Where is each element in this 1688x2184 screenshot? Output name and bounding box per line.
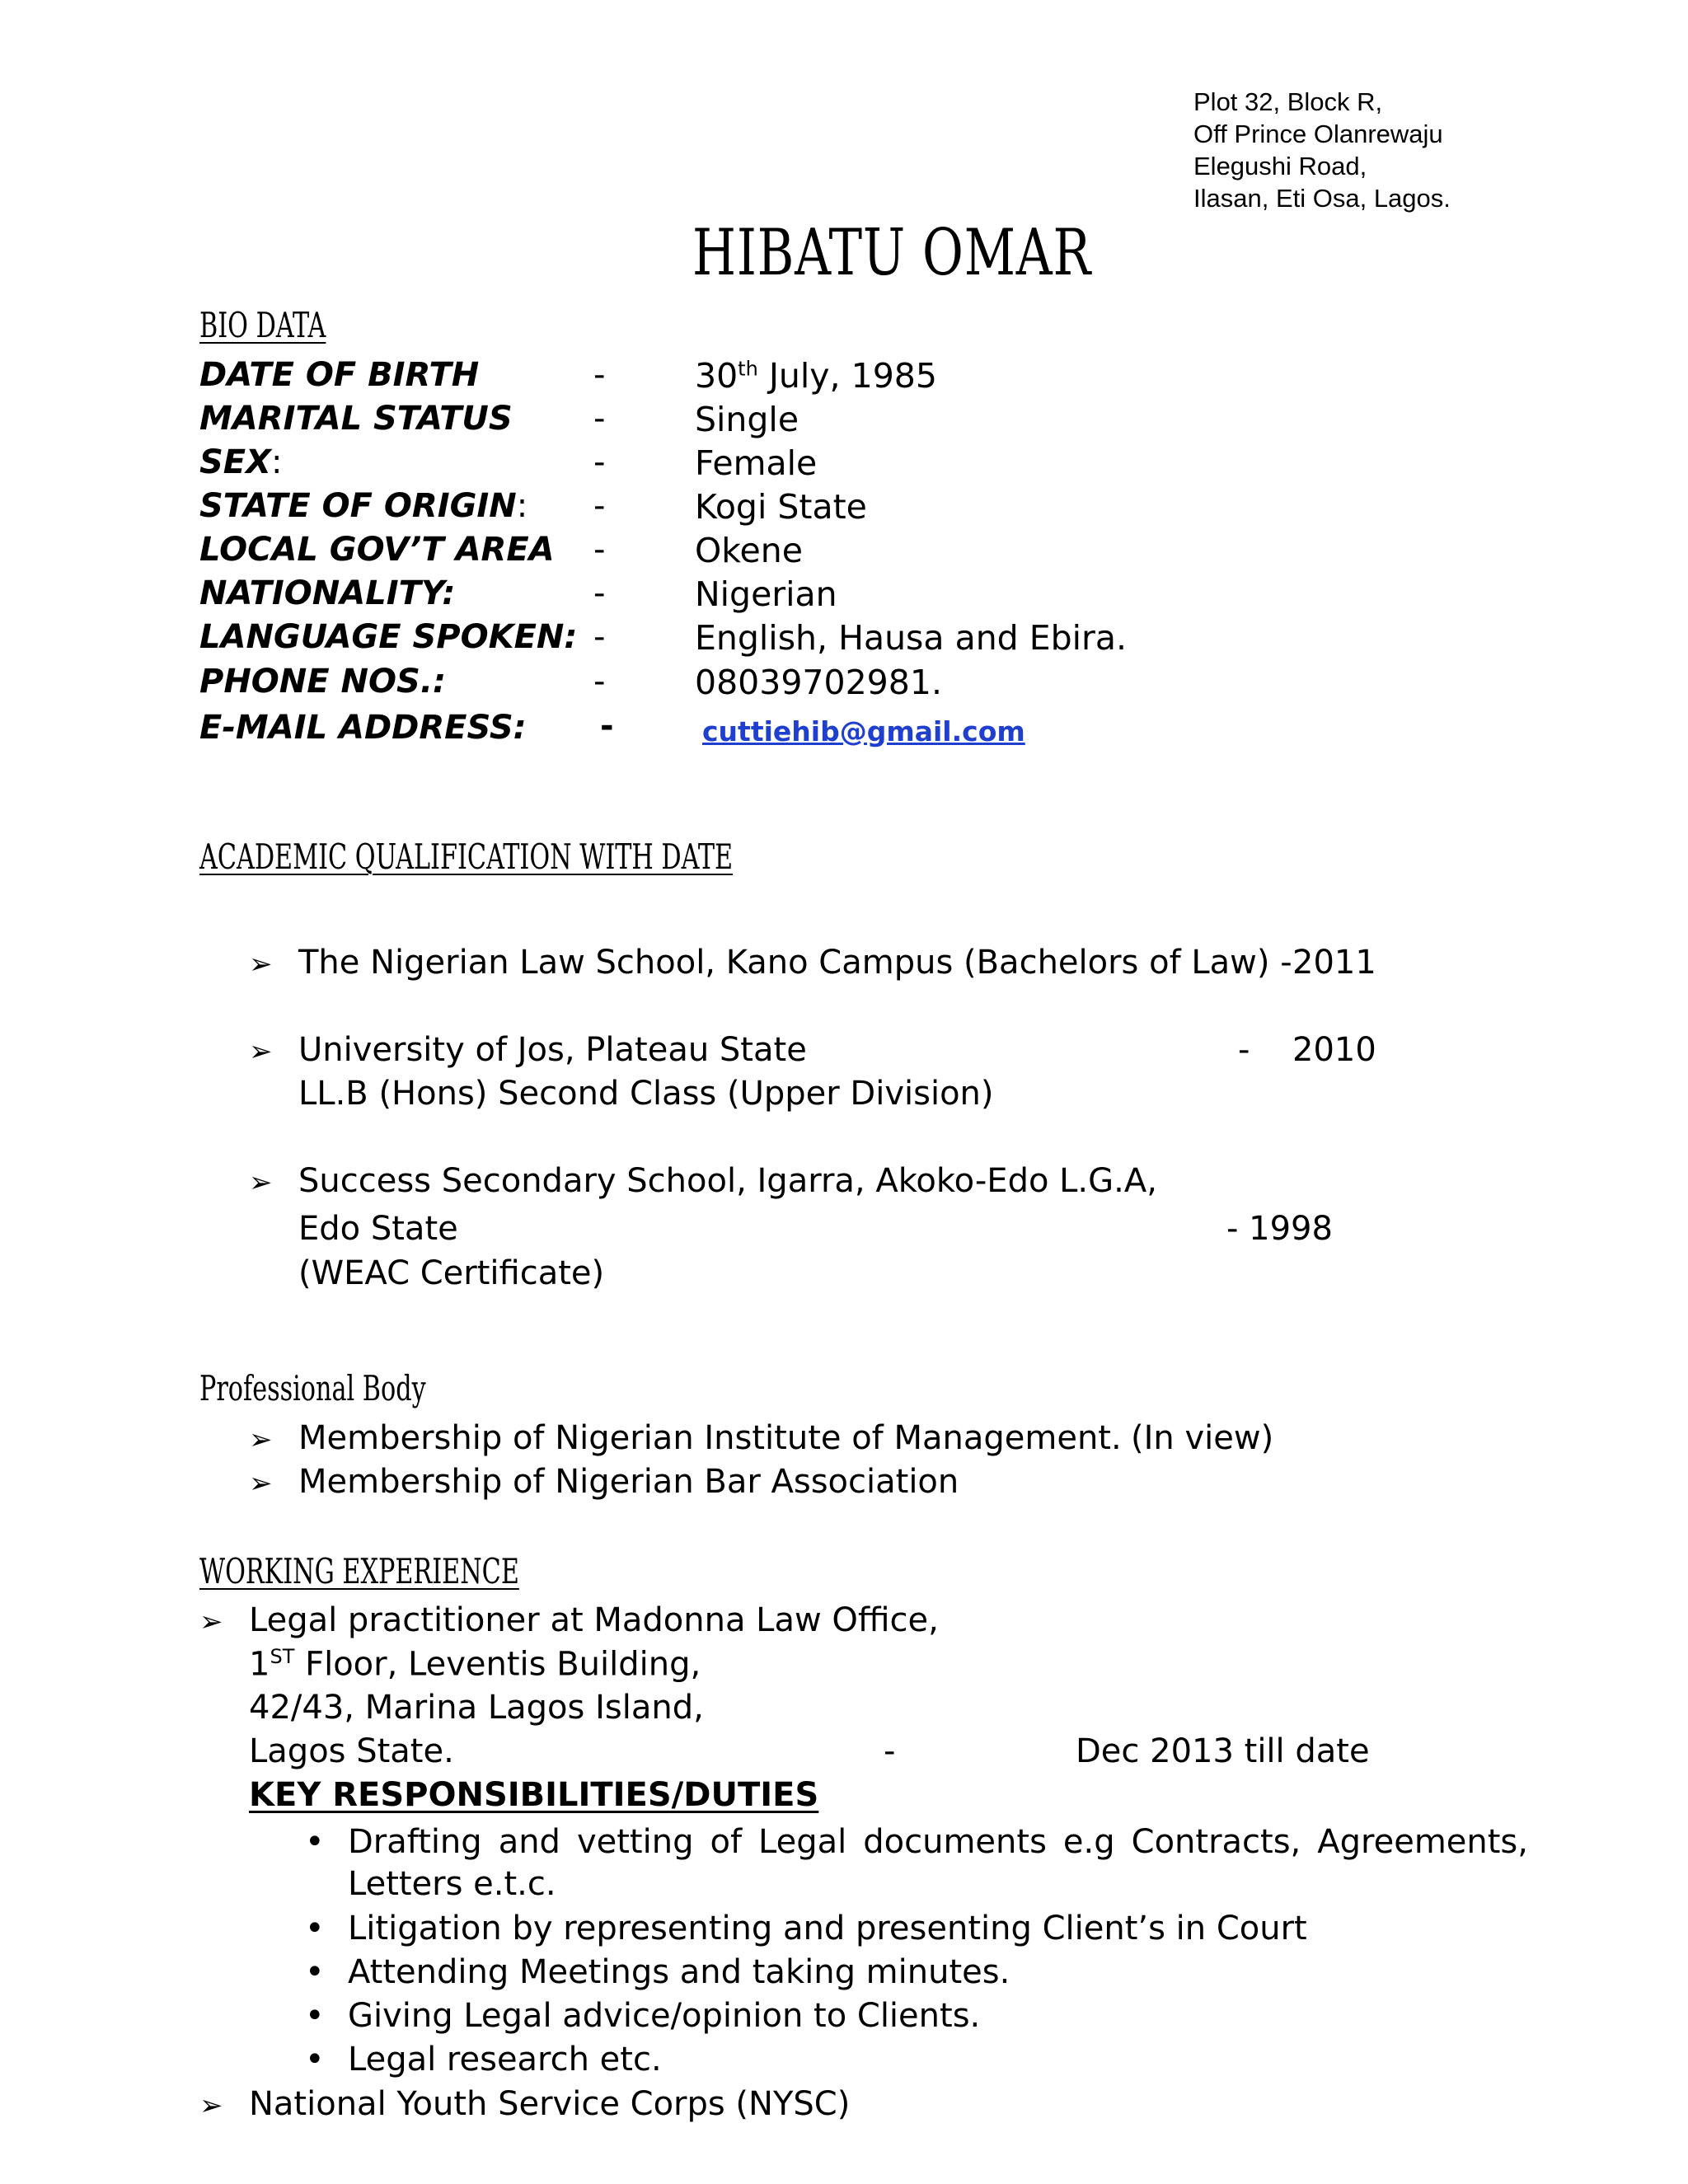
academic-item-university: University of Jos, Plateau State: [298, 1031, 807, 1069]
separator: -: [593, 400, 606, 438]
separator: -: [593, 443, 606, 481]
academic-item-secondary: Success Secondary School, Igarra, Akoko-Edo L.G.A,: [298, 1162, 1157, 1200]
dob-value: [695, 356, 937, 396]
address-line: Off Prince Olanrewaju: [1193, 120, 1443, 148]
bullet-icon: •: [305, 1997, 325, 2035]
professional-item-note: (In view): [1131, 1419, 1274, 1457]
phone-value: 08039702981.: [695, 663, 942, 702]
job-address-state: Lagos State.: [249, 1732, 454, 1770]
arrow-bullet-icon: ➢: [199, 2089, 223, 2122]
duty-item: Giving Legal advice/opinion to Clients.: [348, 1997, 981, 2035]
duty-item-continuation: Letters e.t.c.: [348, 1865, 556, 1903]
language-label: LANGUAGE SPOKEN:: [199, 618, 578, 656]
page-title: HIBATU OMAR: [692, 216, 1092, 290]
arrow-bullet-icon: ➢: [249, 1467, 273, 1500]
colon: :: [270, 443, 283, 481]
arrow-bullet-icon: ➢: [249, 948, 273, 981]
separator: -: [1238, 1031, 1250, 1069]
state-of-origin-value: Kogi State: [695, 487, 867, 527]
duty-item: Legal research etc.: [348, 2041, 662, 2079]
academic-year: 2010: [1292, 1031, 1376, 1069]
arrow-bullet-icon: ➢: [199, 1605, 223, 1638]
academic-item-degree: LL.B (Hons) Second Class (Upper Division): [298, 1075, 994, 1113]
bullet-icon: •: [305, 1910, 325, 1947]
separator: -: [593, 618, 606, 656]
dob-day: 30: [695, 356, 738, 396]
duties-heading: KEY RESPONSIBILITIES/DUTIES: [249, 1776, 819, 1814]
lga-value: Okene: [695, 531, 803, 570]
nationality-value: Nigerian: [695, 574, 837, 614]
dob-label: DATE OF BIRTH: [199, 356, 480, 394]
arrow-bullet-icon: ➢: [249, 1166, 273, 1199]
marital-status-label: MARITAL STATUS: [199, 400, 513, 438]
professional-item-nba: Membership of Nigerian Bar Association: [298, 1463, 959, 1501]
separator: -: [600, 707, 614, 745]
sex-value: Female: [695, 443, 818, 483]
academic-year: - 1998: [1226, 1210, 1333, 1248]
professional-item-nim: Membership of Nigerian Institute of Management.: [298, 1419, 1122, 1457]
state-of-origin-label: [199, 487, 528, 525]
duty-item: Litigation by representing and presenting Client’s in Court: [348, 1910, 1307, 1947]
dob-suffix: th: [738, 357, 758, 381]
work-heading: WORKING EXPERIENCE: [199, 1551, 519, 1591]
job-nysc: National Youth Service Corps (NYSC): [249, 2085, 851, 2123]
separator: -: [884, 1732, 896, 1770]
separator: -: [593, 356, 606, 394]
nationality-label: NATIONALITY:: [199, 574, 456, 612]
floor-number: 1: [249, 1645, 270, 1684]
academic-heading: ACADEMIC QUALIFICATION WITH DATE: [199, 837, 734, 877]
bio-data-heading: BIO DATA: [199, 305, 326, 345]
phone-label: PHONE NOS.:: [199, 663, 447, 701]
job-title: Legal practitioner at Madonna Law Office,: [249, 1601, 939, 1639]
colon: :: [516, 487, 528, 525]
bullet-icon: •: [305, 1823, 325, 1861]
bullet-icon: •: [305, 2041, 325, 2079]
separator: -: [593, 574, 606, 612]
arrow-bullet-icon: ➢: [249, 1035, 273, 1068]
address-block: [1193, 86, 1451, 214]
sex-label: [199, 443, 282, 481]
language-value: English, Hausa and Ebira.: [695, 618, 1128, 658]
email-link-text[interactable]: cuttiehib@gmail.com: [702, 715, 1025, 748]
bullet-icon: •: [305, 1953, 325, 1991]
address-line: Ilasan, Eti Osa, Lagos.: [1193, 184, 1451, 213]
dob-month-year: July, 1985: [757, 356, 937, 396]
email-label: E-MAIL ADDRESS:: [199, 709, 527, 747]
state-of-origin-label-text: STATE OF ORIGIN: [199, 487, 517, 525]
job-period: Dec 2013 till date: [1076, 1732, 1370, 1770]
academic-item-law-school: The Nigerian Law School, Kano Campus (Bachelors of Law) -: [298, 944, 1292, 982]
duty-item: Drafting and vetting of Legal documents e.g Contracts, Agreements,: [348, 1823, 1528, 1861]
floor-suffix: ST: [270, 1645, 295, 1668]
job-address-floor: [249, 1645, 701, 1683]
email-link[interactable]: [702, 715, 1025, 748]
academic-item-certificate: (WEAC Certificate): [298, 1254, 605, 1292]
address-line: Elegushi Road,: [1193, 152, 1367, 180]
separator: -: [593, 531, 606, 569]
academic-item-secondary-state: Edo State: [298, 1210, 458, 1248]
floor-rest: Floor, Leventis Building,: [294, 1645, 701, 1684]
sex-label-text: SEX: [199, 443, 271, 481]
address-line: Plot 32, Block R,: [1193, 87, 1383, 116]
arrow-bullet-icon: ➢: [249, 1423, 273, 1456]
professional-heading: Professional Body: [199, 1368, 426, 1408]
separator: -: [593, 663, 606, 701]
duty-item: Attending Meetings and taking minutes.: [348, 1953, 1010, 1991]
marital-status-value: Single: [695, 400, 799, 439]
lga-label: LOCAL GOV’T AREA: [199, 531, 555, 569]
separator: -: [593, 487, 606, 525]
academic-year: 2011: [1292, 944, 1376, 982]
job-address-street: 42/43, Marina Lagos Island,: [249, 1689, 704, 1727]
